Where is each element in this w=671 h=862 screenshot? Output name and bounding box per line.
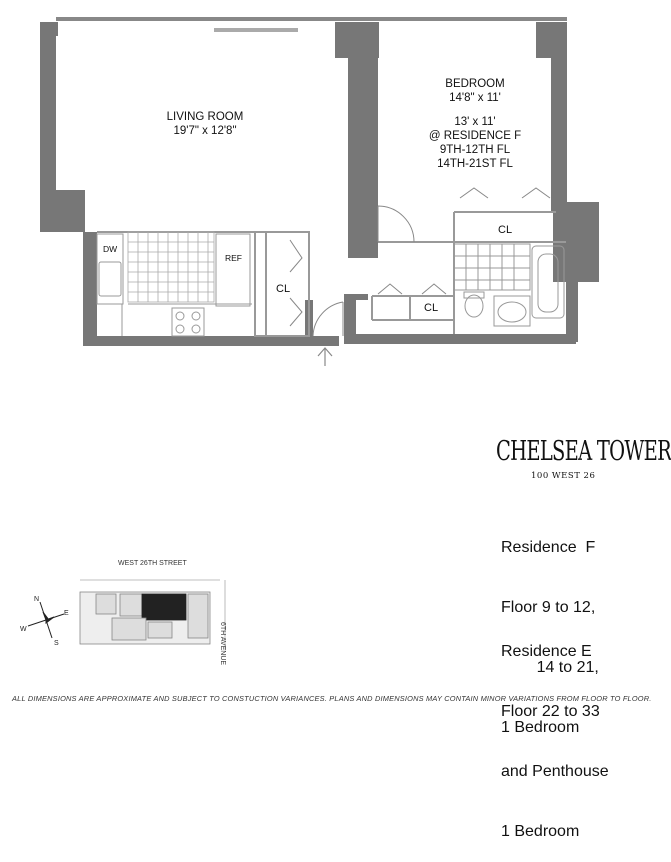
residence-e-title: Residence E — [501, 643, 592, 660]
compass-rose — [28, 602, 64, 638]
brand-subtitle: 100 WEST 26 — [531, 471, 596, 481]
bathroom — [454, 244, 564, 326]
compass-e: E — [64, 610, 69, 617]
door-swings — [290, 188, 550, 336]
compass-s: S — [54, 640, 59, 647]
refrigerator-label: REF — [225, 253, 242, 263]
residence-f-floors: Floor 9 to 12, — [501, 599, 596, 616]
exterior-walls — [40, 17, 599, 346]
kitchen-fixtures — [97, 234, 252, 336]
street-label: WEST 26TH STREET — [118, 560, 187, 567]
bedroom-alt-note: @ RESIDENCE F — [428, 130, 522, 142]
avenue-label: 6TH AVENUE — [219, 622, 226, 666]
residence-f-title: Residence F — [501, 539, 596, 556]
residence-f-type: 1 Bedroom — [501, 719, 580, 736]
living-room-dimensions: 19'7" x 12'8" — [173, 125, 237, 137]
closet-hall-label: CL — [276, 283, 291, 295]
closet-entry-label: CL — [424, 302, 439, 314]
bedroom-name: BEDROOM — [445, 78, 505, 90]
closet-bedroom-label: CL — [498, 224, 513, 236]
dishwasher-label: DW — [103, 244, 118, 254]
living-room-label — [150, 110, 260, 138]
kitchen-tile-grid — [128, 232, 214, 302]
bedroom-alt-floors-2: 14TH-21ST FL — [437, 158, 513, 170]
residence-e-floors: Floor 22 to 33 — [501, 703, 600, 720]
entry-arrow — [318, 348, 332, 366]
bedroom-label — [420, 77, 530, 171]
living-room-name: LIVING ROOM — [166, 111, 244, 123]
key-plan — [80, 580, 225, 650]
compass-n: N — [34, 596, 40, 603]
residence-e-penthouse: and Penthouse — [501, 763, 609, 780]
compass-w: W — [20, 626, 27, 633]
bedroom-alt-floors-1: 9TH-12TH FL — [439, 144, 511, 156]
interior-walls — [97, 212, 566, 336]
residence-e-block — [501, 602, 609, 862]
bedroom-dimensions: 14'8" x 11' — [449, 92, 501, 104]
bedroom-alt-dimensions: 13' x 11' — [454, 116, 496, 128]
residence-f-floors-2: 14 to 21, — [501, 659, 599, 676]
brand-title: CHELSEA TOWER — [496, 436, 671, 467]
residence-e-type: 1 Bedroom — [501, 823, 580, 840]
disclaimer: ALL DIMENSIONS ARE APPROXIMATE AND SUBJECT TO CONSTUCTION VARIANCES. PLANS AND DIMENSIONS MAY CONTAIN MINOR VARIATIONS FROM FLOOR TO FLOOR. — [12, 694, 652, 703]
